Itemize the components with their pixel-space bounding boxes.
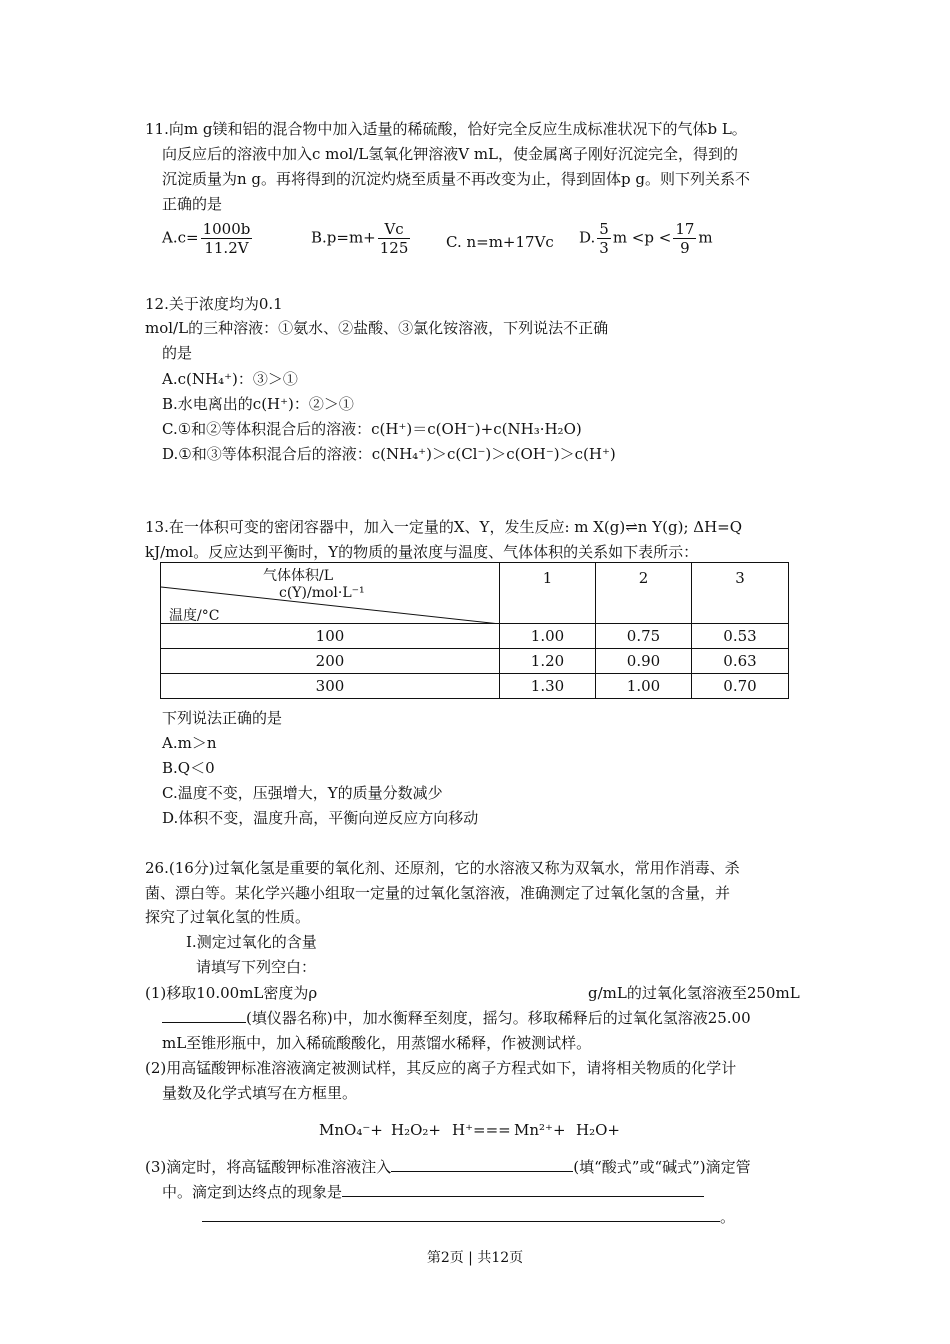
table-cell: 1.20 bbox=[500, 649, 596, 674]
table-header-row bbox=[161, 563, 789, 624]
q11-option-a-fraction bbox=[201, 220, 253, 257]
col-header: 1 bbox=[500, 563, 596, 624]
q11-option-b-fraction bbox=[378, 220, 411, 257]
q13-option-b: B.Q＜0 bbox=[162, 759, 215, 777]
q26-p3-part-b: (填“酸式”或“碱式”)滴定管 bbox=[573, 1158, 751, 1176]
q12-circled-3: ③ bbox=[398, 319, 414, 337]
q13-option-a: A.m＞n bbox=[162, 734, 217, 752]
q26-line1: 26.(16分)过氧化氢是重要的氧化剂、还原剂，它的水溶液又称为双氧水，常用作消毒、杀 bbox=[145, 859, 740, 877]
q11-option-d-prefix: D. bbox=[579, 228, 596, 247]
q13-line1: 13.在一体积可变的密闭容器中，加入一定量的X、Y，发生反应: m X(g)⇌n Y(g); ΔH=Q bbox=[145, 518, 743, 536]
endpoint-phenomenon-blank[interactable] bbox=[342, 1182, 704, 1197]
table-row bbox=[161, 674, 789, 699]
q26-p1-part-d: mL至锥形瓶中，加入稀硫酸酸化，用蒸馏水稀释，作被测试样。 bbox=[162, 1034, 592, 1052]
table-diagonal-header bbox=[161, 563, 500, 624]
q12-circled-1: ① bbox=[278, 319, 294, 337]
q12-option-b: B.水电离出的c(H⁺)：②＞① bbox=[162, 395, 354, 413]
equation-mn2plus: Mn²⁺+ bbox=[514, 1121, 566, 1139]
equation-mno4: MnO₄⁻+ bbox=[319, 1121, 383, 1139]
col-header: 3 bbox=[692, 563, 789, 624]
q26-p3-part-c: 中。滴定到达终点的现象是 bbox=[162, 1183, 343, 1201]
table-row bbox=[161, 649, 789, 674]
q26-p1-part-b: g/mL的过氧化氢溶液至250mL bbox=[588, 984, 800, 1002]
q11-option-a-numerator: 1000b bbox=[202, 220, 251, 238]
q12-option-d: D.①和③等体积混合后的溶液：c(NH₄⁺)＞c(Cl⁻)＞c(OH⁻)＞c(H⁺) bbox=[162, 445, 616, 463]
q26-p3-part-a: (3)滴定时，将高锰酸钾标准溶液注入 bbox=[145, 1158, 392, 1176]
table-cell: 0.90 bbox=[596, 649, 692, 674]
q26-line3: 探究了过氧化氢的性质。 bbox=[145, 908, 311, 926]
equation-h2o: H₂O+ bbox=[576, 1121, 620, 1139]
row-temperature: 100 bbox=[161, 624, 500, 649]
q11-option-d-fraction-1-num: 5 bbox=[599, 220, 609, 238]
q26-p1-part-c: (填仪器名称)中，加水衡释至刻度，摇匀。移取稀释后的过氧化氢溶液25.00 bbox=[246, 1009, 751, 1027]
q26-p1-part-a: (1)移取10.00mL密度为ρ bbox=[145, 984, 318, 1002]
q11-option-d bbox=[579, 220, 713, 257]
q26-part-1-heading: I.测定过氧化的含量 bbox=[186, 933, 317, 951]
q12-line3: 的是 bbox=[162, 344, 193, 362]
q13-option-d: D.体积不变，温度升高，平衡向逆反应方向移动 bbox=[162, 809, 479, 827]
table-cell: 1.30 bbox=[500, 674, 596, 699]
q12-option-c: C.①和②等体积混合后的溶液：c(H⁺)＝c(OH⁻)+c(NH₃·H₂O) bbox=[162, 420, 582, 438]
q26-p2-line1: (2)用高锰酸钾标准溶液滴定被测试样，其反应的离子方程式如下，请将相关物质的化学计 bbox=[145, 1059, 737, 1077]
q11-option-b-prefix: B.p=m+ bbox=[311, 228, 376, 247]
table-cell: 1.00 bbox=[596, 674, 692, 699]
burette-type-blank[interactable] bbox=[391, 1157, 573, 1172]
q11-option-a-prefix: A.c= bbox=[162, 228, 199, 247]
q11-option-c: C. n=m+17Vc bbox=[446, 233, 554, 251]
q13-data-table bbox=[160, 562, 789, 699]
equation-h-plus: H⁺=== bbox=[452, 1121, 511, 1139]
table-cell: 0.75 bbox=[596, 624, 692, 649]
q12-line2-part-a: mol/L的三种溶液： bbox=[145, 319, 279, 337]
table-cell: 1.00 bbox=[500, 624, 596, 649]
table-cell: 0.53 bbox=[692, 624, 789, 649]
table-row bbox=[161, 624, 789, 649]
q26-p3-line1 bbox=[145, 1157, 751, 1177]
instrument-name-blank[interactable] bbox=[162, 1008, 246, 1023]
q11-option-b-numerator: Vc bbox=[378, 220, 411, 239]
q26-line2: 菌、漂白等。某化学兴趣小组取一定量的过氧化氢溶液，准确测定了过氧化氢的含量，并 bbox=[145, 884, 731, 902]
header-temperature-label: 温度/°C bbox=[169, 608, 220, 624]
q11-option-b bbox=[311, 220, 412, 257]
q11-line2: 向反应后的溶液中加入c mol/L氢氧化钾溶液V mL，使金属离子刚好沉淀完全，得到的 bbox=[162, 145, 739, 163]
q11-option-a-denominator: 11.2V bbox=[204, 239, 249, 257]
q26-p3-line3 bbox=[202, 1207, 735, 1227]
q11-option-d-fraction-2-num: 17 bbox=[675, 220, 695, 238]
q11-line3: 沉淀质量为n g。再将得到的沉淀灼烧至质量不再改变为止，得到固体p g。则下列关系不 bbox=[162, 170, 751, 188]
q11-option-a bbox=[162, 220, 254, 257]
row-temperature: 300 bbox=[161, 674, 500, 699]
q13-option-c: C.温度不变，压强增大，Y的质量分数减少 bbox=[162, 784, 443, 802]
q26-fill-instruction: 请填写下列空白： bbox=[196, 958, 317, 976]
header-concentration-label: c(Y)/mol·L⁻¹ bbox=[279, 585, 365, 601]
q11-option-b-denominator: 125 bbox=[379, 239, 409, 257]
q12-line1: 12.关于浓度均为0.1 bbox=[145, 295, 283, 313]
q12-circled-2: ② bbox=[338, 319, 354, 337]
q26-p2-line2: 量数及化学式填写在方框里。 bbox=[162, 1084, 358, 1102]
q13-line2: kJ/mol。反应达到平衡时，Y的物质的量浓度与温度、气体体积的关系如下表所示： bbox=[145, 543, 699, 561]
col-header: 2 bbox=[596, 563, 692, 624]
endpoint-phenomenon-blank-2[interactable] bbox=[202, 1207, 720, 1222]
q12-line2-part-b: 氨水、 bbox=[293, 319, 339, 337]
q11-option-d-middle: m <p < bbox=[612, 228, 672, 247]
q12-line2-part-d: 氯化铵溶液，下列说法不正确 bbox=[413, 319, 609, 337]
equation-h2o2: H₂O₂+ bbox=[391, 1121, 441, 1139]
table-cell: 0.70 bbox=[692, 674, 789, 699]
q11-line4: 正确的是 bbox=[162, 195, 223, 213]
q11-line1: 11.向m g镁和铝的混合物中加入适量的稀硫酸，恰好完全反应生成标准状况下的气体b L。 bbox=[145, 120, 747, 138]
row-temperature: 200 bbox=[161, 649, 500, 674]
q13-after-table: 下列说法正确的是 bbox=[162, 709, 283, 727]
q26-p3-line2 bbox=[162, 1182, 704, 1202]
q26-p1-line2 bbox=[162, 1008, 751, 1028]
header-volume-label: 气体体积/L bbox=[263, 568, 334, 584]
q11-option-d-fraction-1 bbox=[597, 220, 611, 257]
q12-line2-part-c: 盐酸、 bbox=[353, 319, 399, 337]
page-footer: 第2页 | 共12页 bbox=[426, 1250, 524, 1266]
q11-option-d-fraction-2 bbox=[673, 220, 696, 257]
table-cell: 0.63 bbox=[692, 649, 789, 674]
q12-line2 bbox=[145, 318, 608, 338]
q12-option-a: A.c(NH₄⁺)：③＞① bbox=[162, 370, 298, 388]
q11-option-d-fraction-2-den: 9 bbox=[680, 239, 690, 257]
q11-option-d-end: m bbox=[698, 228, 713, 247]
q26-p3-end-mark: 。 bbox=[720, 1208, 736, 1226]
q11-option-d-fraction-1-den: 3 bbox=[599, 239, 609, 257]
